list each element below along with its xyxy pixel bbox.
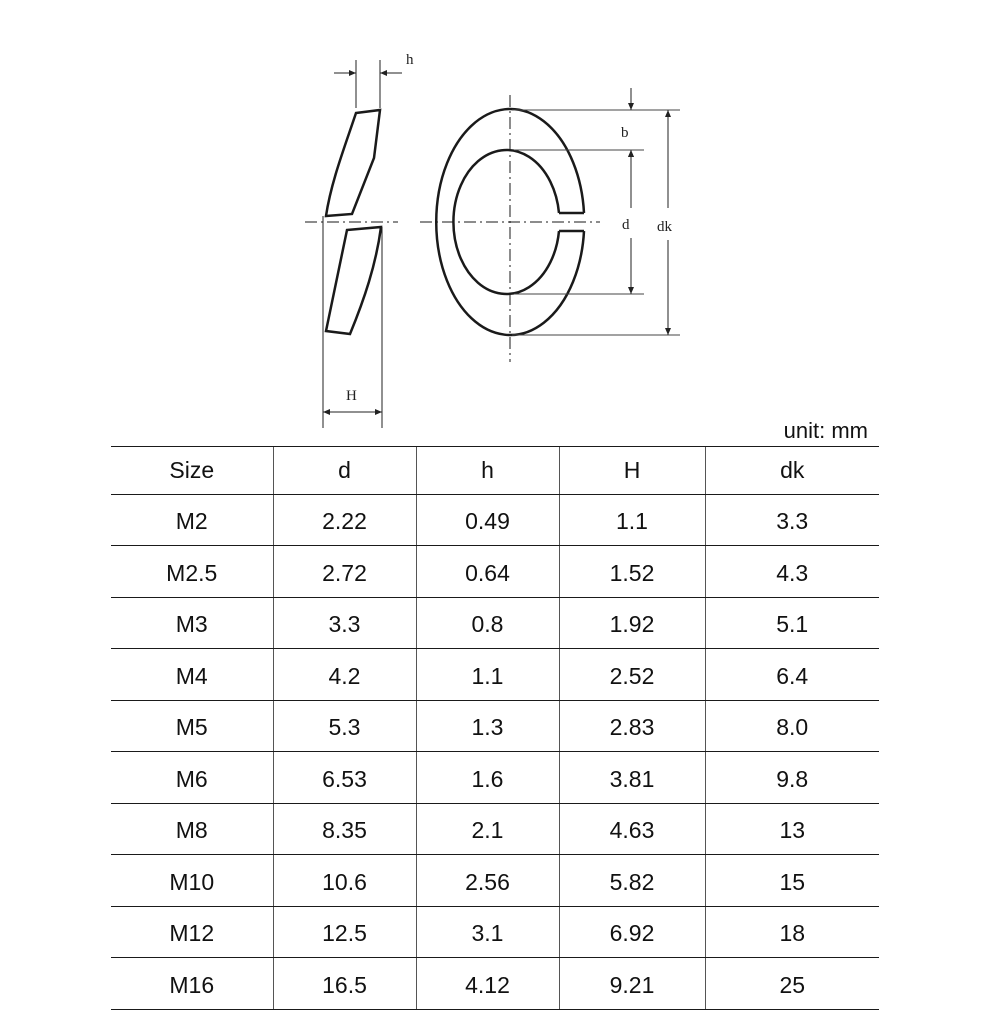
table-row <box>111 958 879 1010</box>
unit-label: unit: mm <box>783 418 868 443</box>
table-row <box>111 649 879 701</box>
cell-dk: 3.3 <box>705 494 879 546</box>
cell-h: 1.6 <box>416 752 559 804</box>
cell-d: 4.2 <box>273 649 416 701</box>
header-size: Size <box>111 447 273 495</box>
cell-H: 5.82 <box>559 855 705 907</box>
cell-size: M6 <box>111 752 273 804</box>
table-row <box>111 546 879 598</box>
cell-d: 5.3 <box>273 700 416 752</box>
header-d: d <box>273 447 416 495</box>
cell-size: M8 <box>111 803 273 855</box>
table-header-row <box>111 447 879 495</box>
dim-label-d: d <box>622 217 630 233</box>
table-row <box>111 906 879 958</box>
table-row <box>111 752 879 804</box>
cell-d: 6.53 <box>273 752 416 804</box>
cell-h: 1.3 <box>416 700 559 752</box>
cell-h: 1.1 <box>416 649 559 701</box>
dim-label-b: b <box>621 125 629 141</box>
header-H: H <box>559 447 705 495</box>
dimension-h <box>334 60 402 108</box>
cell-h: 0.8 <box>416 597 559 649</box>
cell-size: M16 <box>111 958 273 1010</box>
cell-dk: 4.3 <box>705 546 879 598</box>
cell-size: M3 <box>111 597 273 649</box>
cell-H: 6.92 <box>559 906 705 958</box>
table-row <box>111 494 879 546</box>
cell-h: 2.1 <box>416 803 559 855</box>
washer-side-view <box>305 110 398 334</box>
cell-size: M2.5 <box>111 546 273 598</box>
washer-side-lower-half <box>326 227 381 334</box>
dim-label-h: h <box>406 52 414 68</box>
cell-d: 3.3 <box>273 597 416 649</box>
cell-h: 2.56 <box>416 855 559 907</box>
cell-H: 9.21 <box>559 958 705 1010</box>
cell-dk: 13 <box>705 803 879 855</box>
cell-dk: 9.8 <box>705 752 879 804</box>
table-row <box>111 700 879 752</box>
cell-H: 2.83 <box>559 700 705 752</box>
cell-h: 0.64 <box>416 546 559 598</box>
dim-label-H: H <box>346 388 357 404</box>
cell-dk: 25 <box>705 958 879 1010</box>
header-h: h <box>416 447 559 495</box>
cell-H: 1.1 <box>559 494 705 546</box>
cell-dk: 18 <box>705 906 879 958</box>
cell-d: 2.22 <box>273 494 416 546</box>
cell-size: M4 <box>111 649 273 701</box>
cell-d: 16.5 <box>273 958 416 1010</box>
cell-d: 2.72 <box>273 546 416 598</box>
header-dk: dk <box>705 447 879 495</box>
cell-h: 3.1 <box>416 906 559 958</box>
cell-dk: 8.0 <box>705 700 879 752</box>
cell-H: 2.52 <box>559 649 705 701</box>
spec-table <box>111 446 879 1010</box>
cell-h: 0.49 <box>416 494 559 546</box>
table-row <box>111 855 879 907</box>
cell-H: 1.52 <box>559 546 705 598</box>
washer-front-view <box>420 95 600 362</box>
cell-size: M12 <box>111 906 273 958</box>
cell-d: 12.5 <box>273 906 416 958</box>
cell-dk: 6.4 <box>705 649 879 701</box>
cell-dk: 5.1 <box>705 597 879 649</box>
cell-H: 4.63 <box>559 803 705 855</box>
washer-side-upper-half <box>326 110 380 216</box>
cell-size: M5 <box>111 700 273 752</box>
cell-size: M2 <box>111 494 273 546</box>
cell-h: 4.12 <box>416 958 559 1010</box>
table-row <box>111 597 879 649</box>
spring-washer-drawing <box>0 0 1000 440</box>
cell-dk: 15 <box>705 855 879 907</box>
cell-size: M10 <box>111 855 273 907</box>
cell-H: 1.92 <box>559 597 705 649</box>
cell-d: 10.6 <box>273 855 416 907</box>
cell-d: 8.35 <box>273 803 416 855</box>
dim-label-dk: dk <box>657 219 672 235</box>
cell-H: 3.81 <box>559 752 705 804</box>
table-row <box>111 803 879 855</box>
